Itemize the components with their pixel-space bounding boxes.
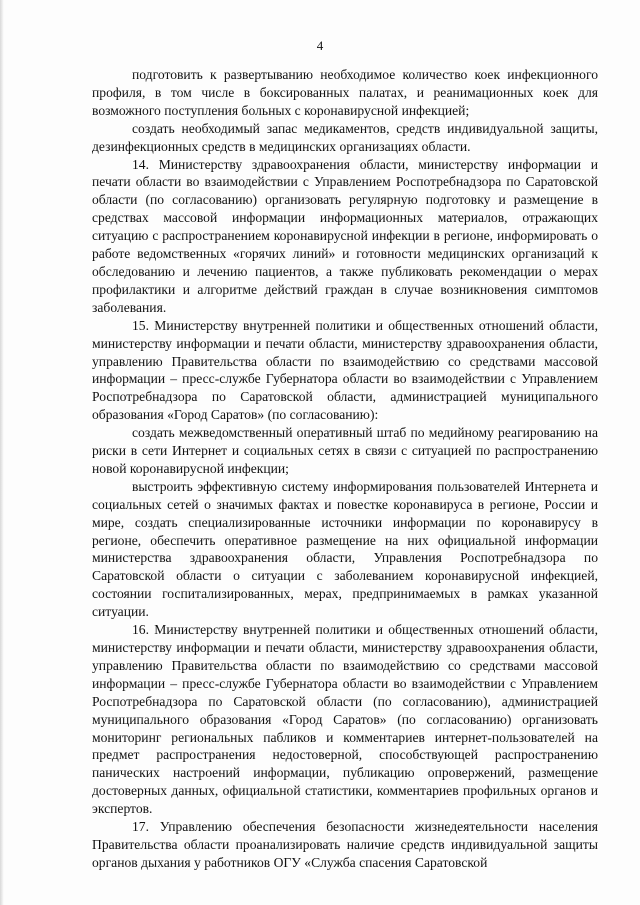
- paragraph-prepare-beds: подготовить к развертыванию необходимое количество коек инфекционного профиля, в том числе в боксированных палатах, и реанимационных коек для возможного поступления больных с коронавирусной инфекцией;: [92, 67, 598, 118]
- document-body: [92, 66, 598, 872]
- paragraph-item-15: 15. Министерству внутренней политики и общественных отношений области, министерству информации и печати области, министерству здравоохранения области, управлению Правительства области по взаимодействию со средствами массовой информации – пресс-службе Губернатора области во взаимодействии с Управлением Роспотребнадзора по Саратовской области, администрацией муниципального образования «Город Саратов» (по согласованию):: [92, 317, 598, 423]
- paragraph-information-system: выстроить эффективную систему информирования пользователей Интернета и социальных сетей о значимых фактах и повестке коронавируса в регионе, России и мире, создать специализированные источники информации по коронавирусу в регионе, обеспечить оперативное размещение на них официальной информации министерства здравоохранения области, Управления Роспотребнадзора по Саратовской области о ситуации с заболеванием коронавирусной инфекцией, состоянии госпитализированных, мерах, предпринимаемых в рамках указанной ситуации.: [92, 478, 598, 620]
- paragraph-item-16: 16. Министерству внутренней политики и общественных отношений области, министерству информации и печати области, министерству здравоохранения области, управлению Правительства области по взаимодействию со средствами массовой информации – пресс-службе Губернатора области во взаимодействии с Управлением Роспотребнадзора по Саратовской области (по согласованию), администрацией муниципального образования «Город Саратов» (по согласованию) организовать мониторинг региональных пабликов и комментариев интернет-пользователей на предмет распространения недостоверной, способствующей распространению панических настроений информации, публикацию опровержений, размещение достоверных данных, официальной статистики, комментариев профильных органов и экспертов.: [92, 622, 598, 817]
- scan-edge: [0, 0, 4, 905]
- paragraph-medicine-stock: создать необходимый запас медикаментов, средств индивидуальной защиты, дезинфекционных средств в медицинских организациях области.: [92, 120, 598, 154]
- page-number: 4: [316, 38, 324, 53]
- paragraph-item-17: 17. Управлению обеспечения безопасности жизнедеятельности населения Правительства области проанализировать наличие средств индивидуальной защиты органов дыхания у работников ОГУ «Служба спасения Саратовской: [92, 819, 598, 870]
- paragraph-item-14: 14. Министерству здравоохранения области, министерству информации и печати области во взаимодействии с Управлением Роспотребнадзора по Саратовской области (по согласованию) организовать регулярную подготовку и размещение в средствах массовой информации информационных материалов, отражающих ситуацию с распространением коронавирусной инфекции в регионе, информировать о работе ведомственных «горячих линий» и готовности медицинских организаций к обследованию и лечению пациентов, а также публиковать рекомендации о мерах профилактики и алгоритме действий граждан в случае возникновения симптомов заболевания.: [92, 156, 598, 315]
- paragraph-media-headquarters: создать межведомственный оперативный штаб по медийному реагированию на риски в сети Интернет и социальных сетях в связи с ситуацией по распространению новой коронавирусной инфекции;: [92, 425, 598, 476]
